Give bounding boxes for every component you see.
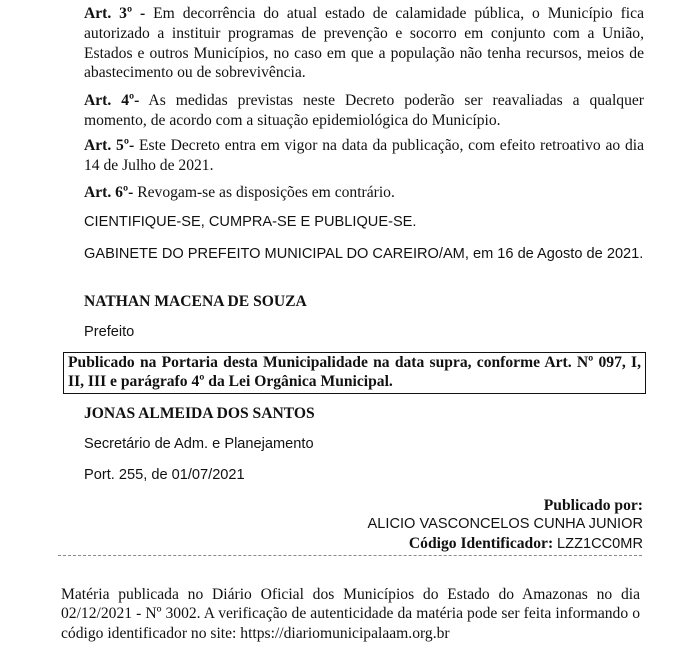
secretary-title: Secretário de Adm. e Planejamento: [84, 436, 314, 452]
secretary-name: JONAS ALMEIDA DOS SANTOS: [84, 405, 315, 422]
article-5-text: Este Decreto entra em vigor na data da publicação, com efeito retroativo ao dia 14 de Julho de 2021.: [84, 137, 645, 174]
article-4: [84, 91, 644, 131]
cabinet-statement: GABINETE DO PREFEITO MUNICIPAL DO CAREIRO/AM, em 16 de Agosto de 2021.: [84, 246, 644, 262]
publisher-label: Publicado por:: [543, 497, 643, 514]
article-6: [84, 183, 644, 203]
article-5: [84, 136, 644, 176]
publisher-name: ALICIO VASCONCELOS CUNHA JUNIOR: [367, 516, 643, 532]
footer-divider: [58, 555, 642, 556]
footer-note: Matéria publicada no Diário Oficial dos Municípios do Estado do Amazonas no dia 02/12/2021 - Nº 3002. A verificação de autenticidade da matéria pode ser feita informando o código identificador no site: https://diariomunicipalaam.org.br: [61, 585, 640, 642]
mayor-title: Prefeito: [84, 324, 135, 340]
identifier-label: Código Identificador:: [408, 535, 554, 552]
article-5-label: Art. 5º-: [84, 137, 135, 154]
secretary-portaria: Port. 255, de 01/07/2021: [84, 467, 245, 483]
article-6-text: Revogam-se as disposições em contrário.: [133, 184, 395, 201]
closing-statement: CIENTIFIQUE-SE, CUMPRA-SE E PUBLIQUE-SE.: [84, 214, 417, 230]
publication-note-box: Publicado na Portaria desta Municipalidade na data supra, conforme Art. Nº 097, I, II, III e parágrafo 4º da Lei Orgânica Municipal.: [63, 352, 646, 394]
article-3: [84, 4, 644, 83]
mayor-name: NATHAN MACENA DE SOUZA: [84, 293, 307, 310]
identifier-code: LZZ1CC0MR: [557, 536, 643, 552]
article-3-text: Em decorrência do atual estado de calamidade pública, o Município fica autorizado a instituir programas de prevenção e socorro em conjunto com a União, Estados e outros Municípios, no caso em que a população não tenha recursos, meios de abastecimento ou de sobrevivência.: [84, 5, 644, 82]
article-4-label: Art. 4º-: [84, 92, 140, 109]
article-6-label: Art. 6º-: [84, 184, 134, 201]
article-4-text: As medidas previstas neste Decreto poderão ser reavaliadas a qualquer momento, de acordo com a situação epidemiológica do Município.: [84, 92, 645, 129]
article-3-label: Art. 3º -: [84, 5, 146, 22]
identifier-line: [409, 534, 643, 555]
